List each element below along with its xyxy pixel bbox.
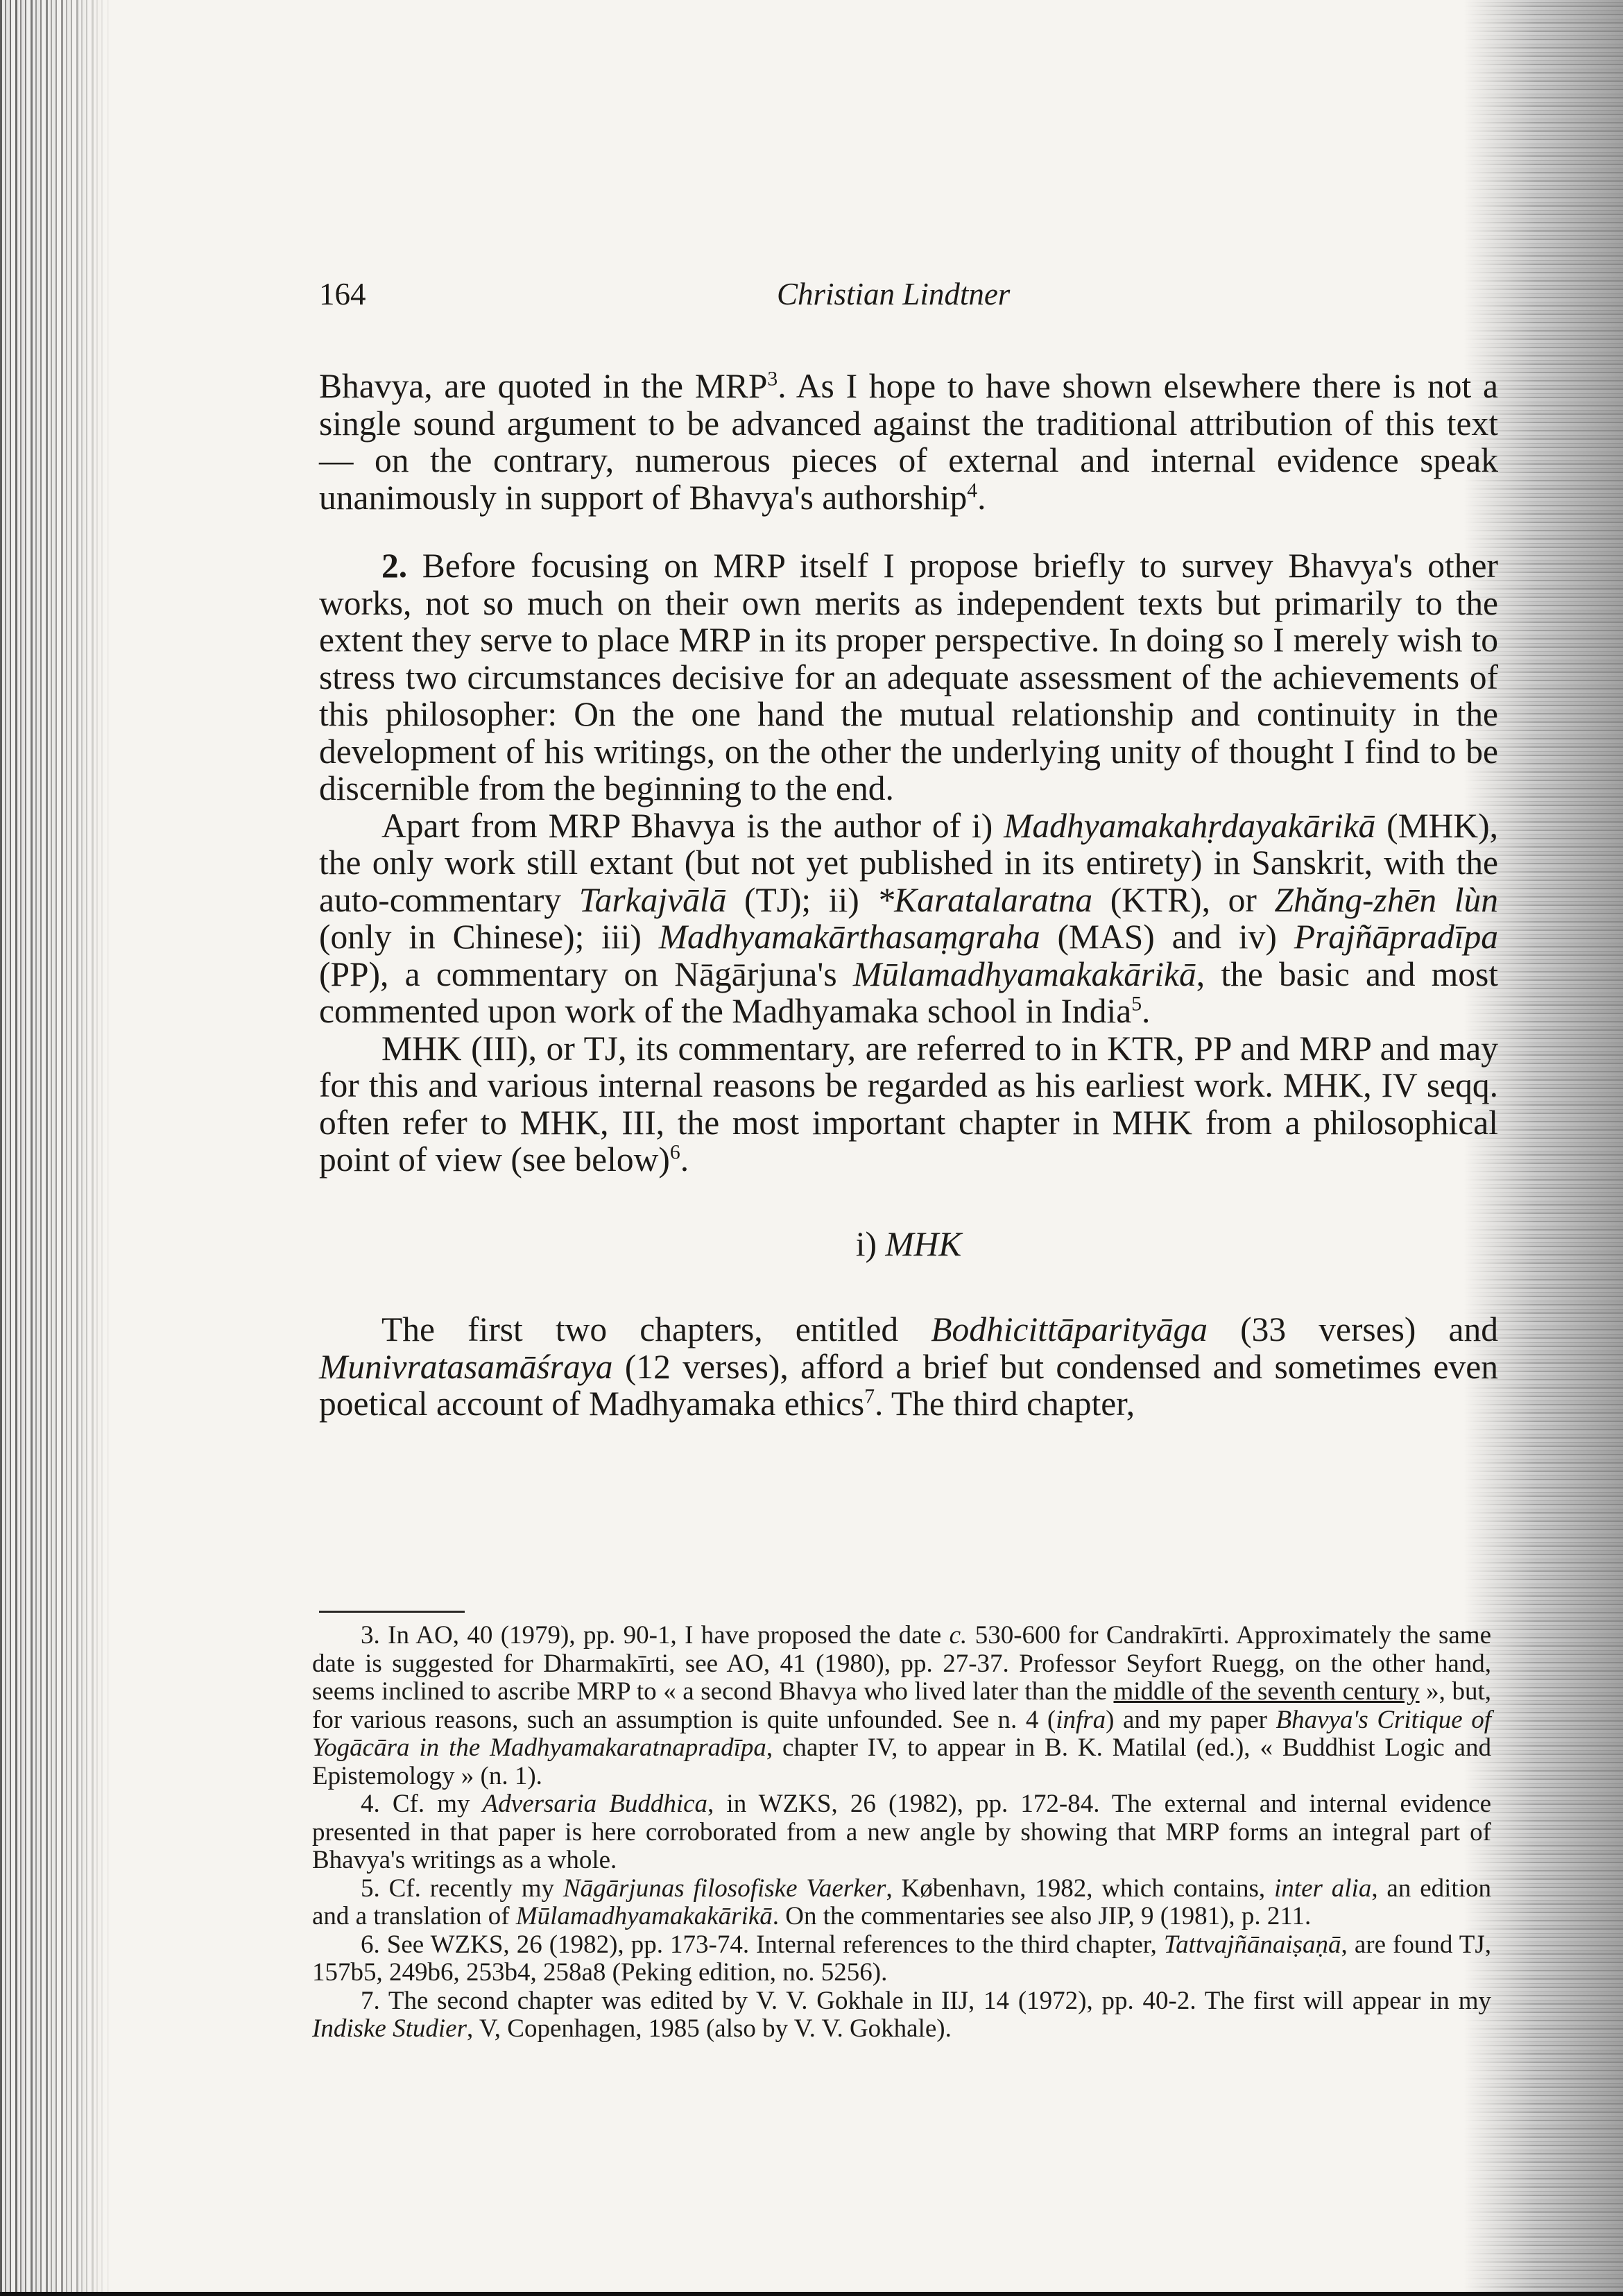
paragraph-3: Apart from MRP Bhavya is the author of i) Madhyamakahṛdayakārikā (MHK), the only work still extant (but not yet published in its entirety) in Sanskrit, with the auto-commentary Tarkajvālā (TJ); ii) *Karatalaratna (KTR), or Zhăng-zhēn lùn (only in Chinese); iii) Madhyamakārthasaṃgraha (MAS) and iv) Prajñāpradīpa (PP), a commentary on Nāgārjuna's Mūlamadhyamakakārikā, the basic and most commented upon work of the Madhyamaka school in India$^5$. <box>319 806 1498 1030</box>
paragraph-1: Bhavya, are quoted in the MRP$^3$. As I hope to have shown elsewhere there is not a single sound argument to be advanced against the traditional attribution of this text — on the contrary, numerous pieces of external and internal evidence speak unanimously in support of Bhavya's authorship$^4$. <box>319 367 1499 517</box>
footnote-4: 4. Cf. my Adversaria Buddhica, in WZKS, 26 (1982), pp. 172-84. The external and internal evidence presented in that paper is here corroborated from a new angle by showing that MRP forms an integral part of Bhavya's writings as a whole. <box>312 1790 1491 1874</box>
footnote-5: 5. Cf. recently my Nāgārjunas filosofiske Vaerker, København, 1982, which contains, inter alia, an edition and a translation of Mūlamadhyamakakārikā. On the commentaries see also JIP, 9 (1981), p. 211. <box>312 1874 1491 1930</box>
footnote-ref-7[interactable]: 7 <box>864 1385 875 1408</box>
scan-bottom-edge <box>0 2292 1623 2296</box>
body-text <box>319 368 1498 1423</box>
footnote-ref-6[interactable]: 6 <box>669 1141 680 1164</box>
footnote-7: 7. The second chapter was edited by V. V. Gokhale in IIJ, 14 (1972), pp. 40-2. The first will appear in my Indiske Studier, V, Copenhagen, 1985 (also by V. V. Gokhale). <box>312 1986 1491 2043</box>
footnote-3: 3. In AO, 40 (1979), pp. 90-1, I have proposed the date c. 530-600 for Candrakīrti. Approximately the same date is suggested for Dharmakīrti, see AO, 41 (1980), pp. 27-37. Professor Seyfort Ruegg, on the other hand, seems inclined to ascribe MRP to « a second Bhavya who lived later than the middle of the seventh century », but, for various reasons, such an assumption is quite unfounded. See n. 4 (infra) and my paper Bhavya's Critique of Yogācāra in the Madhyamakaratnapradīpa, chapter IV, to appear in B. K. Matilal (ed.), « Buddhist Logic and Epistemology » (n. 1). <box>312 1621 1492 1790</box>
page-header <box>319 276 1484 318</box>
paragraph-4: MHK (III), or TJ, its commentary, are referred to in KTR, PP and MRP and may for this and various internal reasons be regarded as his earliest work. MHK, IV seqq. often refer to MHK, III, the most important chapter in MHK from a philosophical point of view (see below)$^6$. <box>319 1029 1498 1179</box>
footnote-ref-5[interactable]: 5 <box>1131 993 1142 1016</box>
page-number: 164 <box>319 277 366 311</box>
section-number: 2. <box>381 547 408 585</box>
section-heading: i) MHK <box>855 1224 962 1263</box>
scan-binding-edge <box>0 0 111 2296</box>
paragraph-5: The first two chapters, entitled Bodhicittāparityāga (33 verses) and Munivratasamāśraya (12 verses), afford a brief but condensed and sometimes even poetical account of Madhyamaka ethics$^7$. The third chapter, <box>319 1310 1498 1423</box>
running-head: Christian Lindtner <box>777 277 1011 311</box>
footnote-divider <box>319 1611 465 1613</box>
footnote-6: 6. See WZKS, 26 (1982), pp. 173-74. Internal references to the third chapter, Tattvajñānaiṣaṇā, are found TJ, 157b5, 249b6, 253b4, 258a8 (Peking edition, no. 5256). <box>312 1930 1492 1987</box>
paragraph-2: 2. Before focusing on MRP itself I propose briefly to survey Bhavya's other works, not so much on their own merits as independent texts but primarily to the extent they serve to place MRP in its proper perspective. In doing so I merely wish to stress two circumstances decisive for an adequate assessment of the achievements of this philosopher: On the one hand the mutual relationship and continuity in the development of his writings, on the other the underlying unity of thought I find to be discernible from the beginning to the end. <box>319 547 1498 807</box>
footnotes <box>312 1622 1491 2044</box>
footnote-ref-3[interactable]: 3 <box>767 368 778 391</box>
footnote-ref-4[interactable]: 4 <box>967 479 978 502</box>
